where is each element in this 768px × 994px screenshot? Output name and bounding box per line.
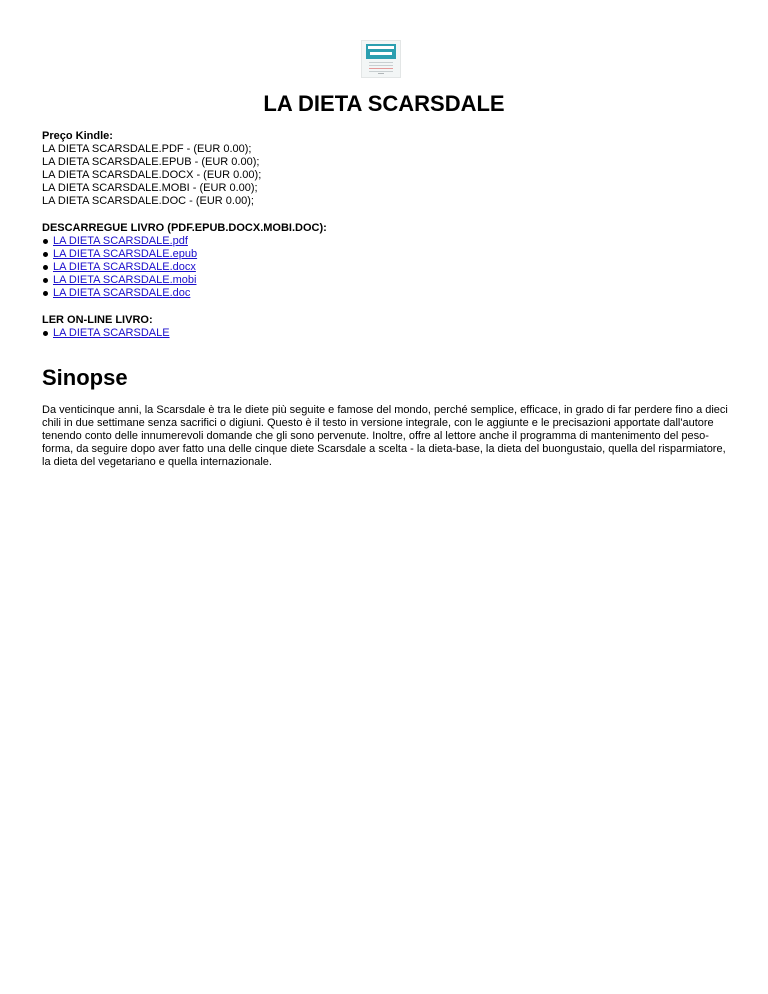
download-link-pdf[interactable]: LA DIETA SCARSDALE.pdf [53,235,188,247]
download-link-doc[interactable]: LA DIETA SCARSDALE.doc [53,287,191,299]
list-item [42,274,327,287]
download-section [42,222,327,300]
download-label: DESCARREGUE LIVRO (PDF.EPUB.DOCX.MOBI.DOC): [42,222,327,234]
online-label: LER ON-LINE LIVRO: [42,314,153,326]
read-online-link[interactable]: LA DIETA SCARSDALE [53,327,170,339]
bullet-icon [43,239,48,244]
list-item [42,327,170,340]
cover-title-band [366,44,396,59]
bullet-icon [43,278,48,283]
price-line-mobi: LA DIETA SCARSDALE.MOBI - (EUR 0.00); [42,182,258,194]
download-link-mobi[interactable]: LA DIETA SCARSDALE.mobi [53,274,197,286]
price-line-docx: LA DIETA SCARSDALE.DOCX - (EUR 0.00); [42,169,262,181]
list-item [42,248,327,261]
download-links [42,235,327,300]
list-item [42,287,327,300]
bullet-icon [43,252,48,257]
download-link-docx[interactable]: LA DIETA SCARSDALE.docx [53,261,196,273]
page-title: LA DIETA SCARSDALE [263,91,505,116]
book-cover-image [361,40,401,78]
kindle-price-label: Preço Kindle: [42,130,113,142]
kindle-price-section [42,130,261,208]
synopsis-heading: Sinopse [42,365,128,390]
price-line-pdf: LA DIETA SCARSDALE.PDF - (EUR 0.00); [42,143,252,155]
synopsis-text: Da venticinque anni, la Scarsdale è tra le diete più seguite e famose del mondo, perché semplice, efficace, in grado di far perdere fino a dieci chili in due settimane senza sacrifici o digiuni. Questo è il testo in versione integrale, con le aggiunte e le precisazioni apportate dall'autore tenendo conto delle innumerevoli domande che gli sono pervenute. Inoltre, offre al lettore anche il programma di mantenimento del peso-forma, da seguire dopo aver fatto una delle cinque diete Scarsdale a scelta - la dieta-base, la dieta del buongustaio, quella del risparmiatore, la dieta del vegetariano e quella internazionale. [42,404,728,468]
bullet-icon [43,331,48,336]
bullet-icon [43,291,48,296]
bullet-icon [43,265,48,270]
list-item [42,235,327,248]
online-links [42,327,170,340]
price-line-epub: LA DIETA SCARSDALE.EPUB - (EUR 0.00); [42,156,260,168]
list-item [42,261,327,274]
download-link-epub[interactable]: LA DIETA SCARSDALE.epub [53,248,198,260]
online-section [42,314,170,340]
price-line-doc: LA DIETA SCARSDALE.DOC - (EUR 0.00); [42,195,254,207]
